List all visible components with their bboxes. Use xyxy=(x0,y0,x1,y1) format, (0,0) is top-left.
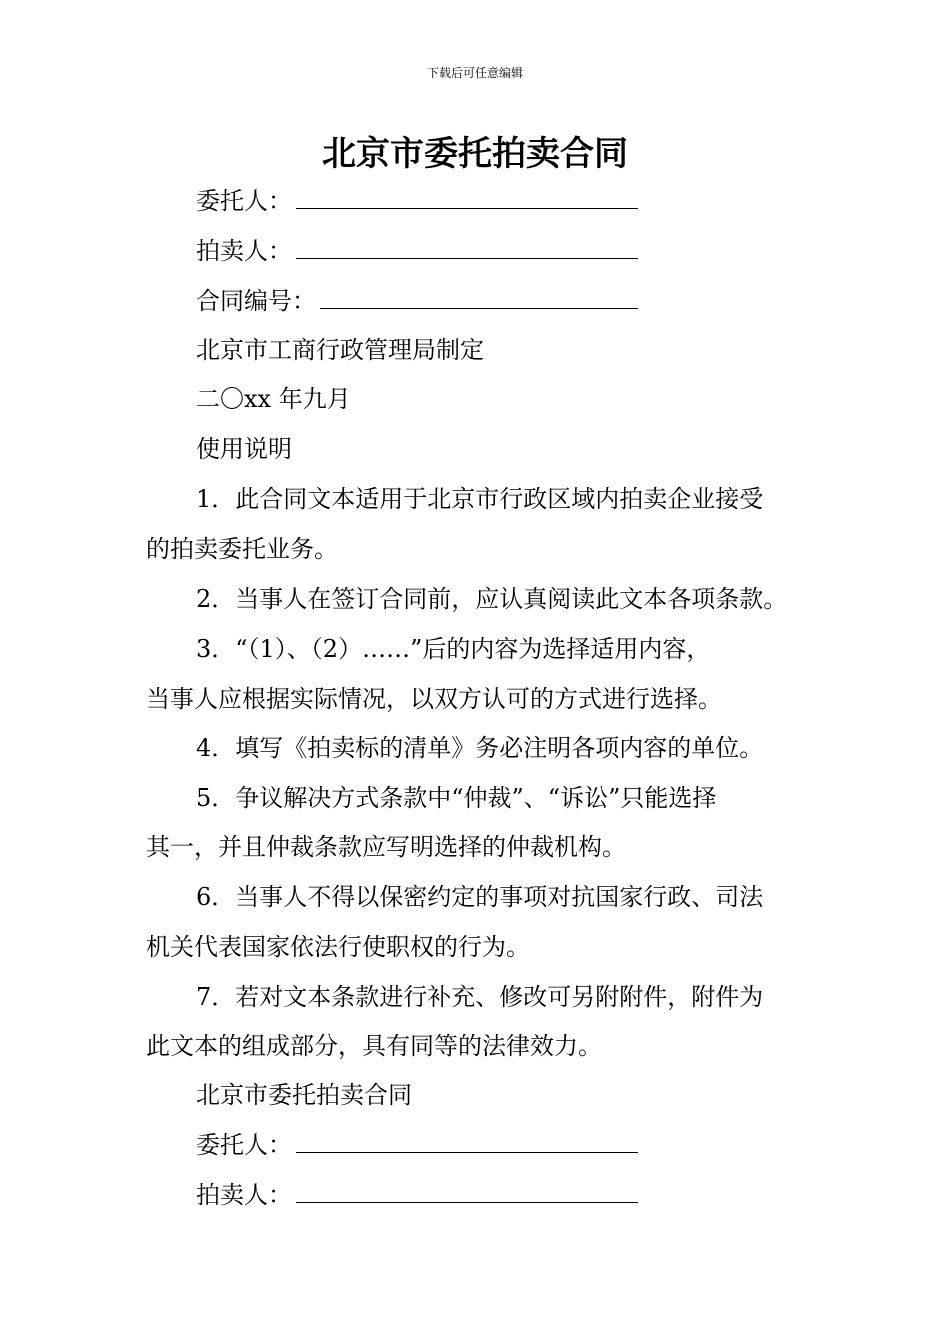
instruction-3-line-1: 3．“（1）、（2）……”后的内容为选择适用内容， xyxy=(196,635,711,663)
contract-no-label: 合同编号： xyxy=(196,287,316,315)
instruction-1-line-2: 的拍卖委托业务。 xyxy=(146,535,338,563)
auctioneer-field-row xyxy=(146,226,866,276)
instruction-4-line-1: 4．填写《拍卖标的清单》务必注明各项内容的单位。 xyxy=(196,734,764,762)
auctioneer-label: 拍卖人： xyxy=(196,237,292,265)
auctioneer-blank-line-bottom xyxy=(296,1178,638,1203)
instruction-6-line-1: 6．当事人不得以保密约定的事项对抗国家行政、司法 xyxy=(196,883,764,911)
issue-date: 二〇xx 年九月 xyxy=(196,385,351,413)
contract-no-blank-line xyxy=(320,284,638,309)
instruction-5-line-2: 其一，并且仲裁条款应写明选择的仲裁机构。 xyxy=(146,833,626,861)
instruction-7-line-2: 此文本的组成部分，具有同等的法律效力。 xyxy=(146,1032,602,1060)
contract-no-field-row xyxy=(146,276,866,326)
client-label-bottom: 委托人： xyxy=(196,1131,292,1159)
instruction-1-line-1: 1．此合同文本适用于北京市行政区域内拍卖企业接受 xyxy=(196,485,764,513)
instruction-6-line-2: 机关代表国家依法行使职权的行为。 xyxy=(146,933,530,961)
client-field-row xyxy=(146,176,866,226)
client-blank-line-bottom xyxy=(296,1128,638,1153)
instruction-3-line-2: 当事人应根据实际情况，以双方认可的方式进行选择。 xyxy=(146,685,722,713)
instructions-heading: 使用说明 xyxy=(196,435,292,463)
client-field-row-bottom xyxy=(146,1120,866,1170)
auctioneer-label-bottom: 拍卖人： xyxy=(196,1181,292,1209)
second-title: 北京市委托拍卖合同 xyxy=(196,1081,412,1109)
document-title: 北京市委托拍卖合同 xyxy=(322,134,628,174)
auctioneer-blank-line xyxy=(296,234,638,259)
instruction-2-line-1: 2．当事人在签订合同前，应认真阅读此文本各项条款。 xyxy=(196,585,788,613)
client-blank-line xyxy=(296,184,638,209)
client-label: 委托人： xyxy=(196,187,292,215)
instruction-5-line-1: 5．争议解决方式条款中“仲裁”、“诉讼”只能选择 xyxy=(196,784,717,812)
header-note: 下载后可任意编辑 xyxy=(426,66,523,80)
instruction-7-line-1: 7．若对文本条款进行补充、修改可另附附件，附件为 xyxy=(196,983,764,1011)
issuer: 北京市工商行政管理局制定 xyxy=(196,336,484,364)
auctioneer-field-row-bottom xyxy=(146,1170,866,1220)
